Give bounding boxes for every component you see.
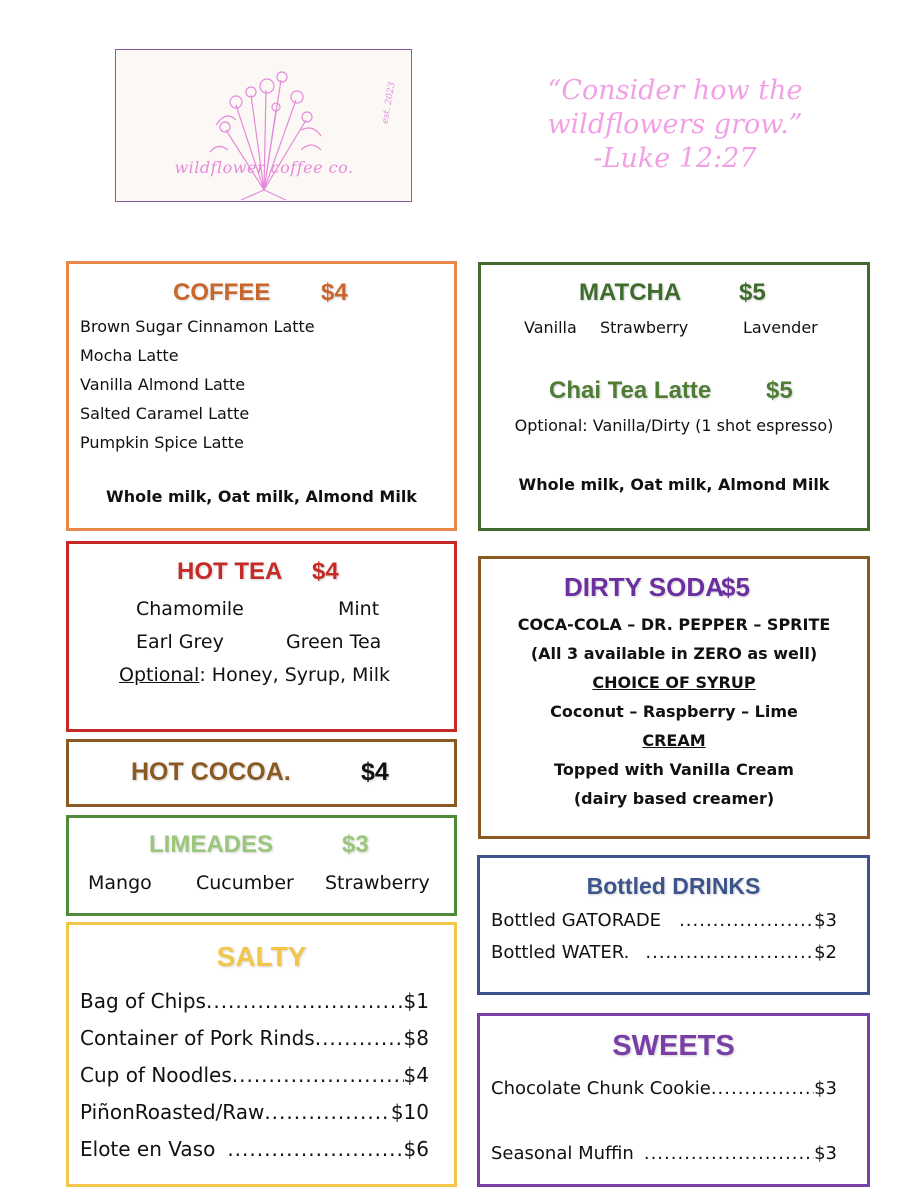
bottled-item	[491, 942, 837, 963]
hot-tea-section	[66, 541, 457, 732]
dirty-soda-line: (All 3 available in ZERO as well)	[530, 644, 818, 663]
limeade-flavor: Cucumber	[196, 872, 294, 894]
bottled-item-name: Bottled GATORADE	[491, 910, 662, 931]
salty-item-name: Elote en Vaso	[80, 1137, 216, 1161]
coffee-milk-options: Whole milk, Oat milk, Almond Milk	[106, 487, 417, 506]
logo	[115, 49, 412, 202]
sweets-item-name: Seasonal Muffin	[491, 1143, 634, 1164]
scripture-quote	[520, 74, 830, 176]
salty-item-name: Bag of Chips	[80, 989, 206, 1013]
hot-cocoa-title: HOT COCOA.	[131, 758, 291, 786]
optional-text: : Honey, Syrup, Milk	[199, 664, 391, 686]
salty-item-price: $8	[403, 1026, 429, 1050]
matcha-price: $5	[739, 279, 766, 306]
salty-item	[80, 1100, 429, 1124]
logo-est-text: est. 2023	[380, 81, 398, 125]
chai-title: Chai Tea Latte	[549, 377, 712, 404]
coffee-title: COFFEE	[173, 279, 271, 306]
limeades-price: $3	[342, 831, 369, 858]
optional-label: Optional	[119, 664, 200, 686]
sweets-item-price: $3	[814, 1143, 837, 1164]
matcha-flavor: Strawberry	[600, 318, 689, 337]
coffee-section	[66, 261, 457, 531]
quote-line-3: -Luke 12:27	[593, 143, 757, 174]
coffee-item: Vanilla Almond Latte	[80, 375, 246, 394]
dirty-soda-line: (dairy based creamer)	[573, 789, 775, 808]
dirty-soda-section	[478, 556, 870, 839]
coffee-item: Brown Sugar Cinnamon Latte	[80, 317, 315, 336]
hot-tea-item: Earl Grey	[136, 631, 224, 653]
salty-item-price: $10	[390, 1100, 429, 1124]
limeades-title: LIMEADES	[149, 831, 274, 858]
salty-item-name: Container of Pork Rinds	[80, 1026, 315, 1050]
bottled-item-price: $2	[814, 942, 837, 963]
salty-title: SALTY	[216, 941, 307, 972]
dirty-soda-line: Coconut – Raspberry – Lime	[550, 702, 798, 721]
dirty-soda-line: CHOICE OF SYRUP	[592, 673, 756, 692]
salty-item	[80, 989, 429, 1013]
hot-tea-optional	[119, 664, 390, 686]
salty-item	[80, 1137, 429, 1161]
sweets-item-name: Chocolate Chunk Cookie	[491, 1078, 711, 1099]
bottled-drinks-section	[477, 855, 870, 995]
coffee-price: $4	[321, 279, 348, 306]
dirty-soda-price: $5	[721, 572, 750, 602]
hot-tea-item: Green Tea	[286, 631, 382, 653]
dirty-soda-line: Topped with Vanilla Cream	[554, 760, 794, 779]
salty-item-name: PiñonRoasted/Raw	[80, 1100, 265, 1124]
bottled-item-price: $3	[814, 910, 837, 931]
hot-tea-price: $4	[312, 558, 339, 585]
hot-tea-title: HOT TEA	[177, 558, 283, 585]
hot-cocoa-section	[66, 739, 457, 807]
quote-line-1: “Consider how the	[547, 75, 803, 106]
dirty-soda-line: CREAM	[642, 731, 706, 750]
hot-tea-item: Mint	[338, 598, 380, 620]
chai-price: $5	[766, 377, 793, 404]
salty-item	[80, 1026, 429, 1050]
bottled-item	[491, 910, 837, 931]
quote-line-2: wildflowers grow.”	[547, 109, 803, 140]
salty-item-price: $6	[403, 1137, 429, 1161]
logo-brand-text: wildflower coffee co.	[174, 158, 354, 177]
sweets-title: SWEETS	[612, 1030, 735, 1062]
sweets-item	[491, 1143, 837, 1164]
matcha-flavor: Lavender	[743, 318, 818, 337]
sweets-item-price: $3	[814, 1078, 837, 1099]
hot-tea-item: Chamomile	[136, 598, 244, 620]
coffee-item: Salted Caramel Latte	[80, 404, 250, 423]
salty-item	[80, 1063, 429, 1087]
hot-cocoa-price: $4	[361, 758, 389, 786]
matcha-section	[478, 262, 870, 531]
salty-section	[66, 922, 457, 1187]
chai-optional: Optional: Vanilla/Dirty (1 shot espresso)	[514, 416, 834, 435]
coffee-item: Pumpkin Spice Latte	[80, 433, 244, 452]
sweets-item	[491, 1078, 837, 1099]
limeades-section	[66, 815, 457, 916]
matcha-title: MATCHA	[579, 279, 682, 306]
salty-item-price: $1	[403, 989, 429, 1013]
salty-item-name: Cup of Noodles	[80, 1063, 232, 1087]
limeade-flavor: Strawberry	[325, 872, 430, 894]
salty-item-price: $4	[403, 1063, 429, 1087]
bottled-title: Bottled DRINKS	[586, 873, 761, 899]
dirty-soda-title: DIRTY SODA	[564, 572, 724, 602]
sweets-section	[477, 1013, 870, 1187]
matcha-flavor: Vanilla	[524, 318, 577, 337]
limeade-flavor: Mango	[88, 872, 152, 894]
wildflower-bouquet-icon	[116, 50, 413, 203]
dirty-soda-line: COCA-COLA – DR. PEPPER – SPRITE	[517, 615, 831, 634]
bottled-item-name: Bottled WATER.	[491, 942, 630, 963]
coffee-item: Mocha Latte	[80, 346, 179, 365]
matcha-milk-options: Whole milk, Oat milk, Almond Milk	[518, 475, 830, 494]
